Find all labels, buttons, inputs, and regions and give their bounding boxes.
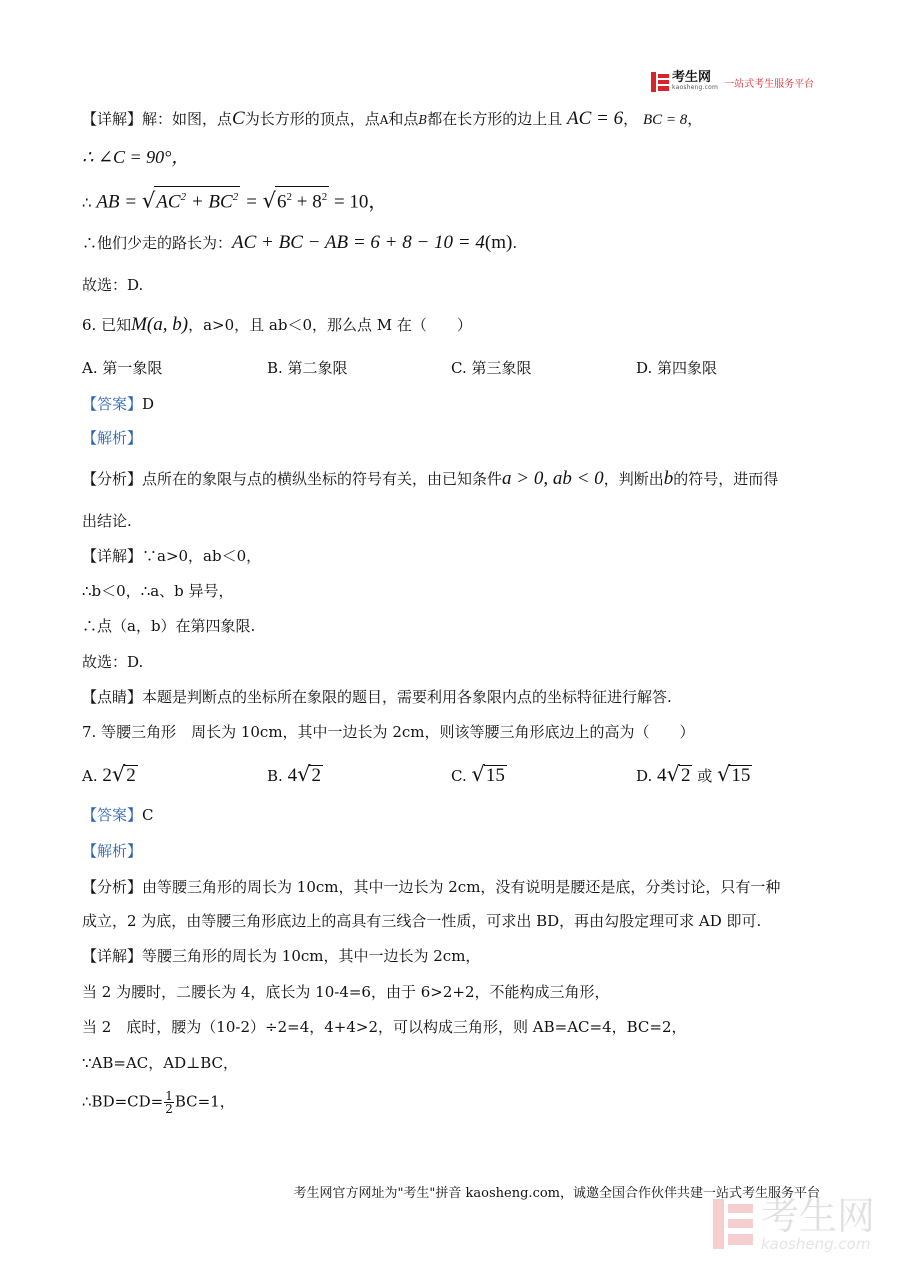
q7-detail-line1: 【详解】等腰三角形的周长为 10cm，其中一边长为 2cm， [82, 947, 481, 965]
q6-summary: 【点睛】本题是判断点的坐标所在象限的题目，需要利用各象限内点的坐标特征进行解答. [82, 688, 672, 706]
q5-angle-line: ∴ ∠C = 90°， [82, 147, 190, 167]
q7-analysis-line2: 成立，2 为底，由等腰三角形底边上的高具有三线合一性质，可求出 BD，再由勾股定理可求 AD 即可. [82, 912, 762, 930]
logo-slogan: 一站式考生服务平台 [724, 78, 815, 90]
q5-detail-line: 【详解】解：如图，点C为长方形的顶点，点A和点B都在长方形的边上且 AC = 6， BC = 8， [82, 108, 703, 129]
q6-stem: 6. 已知M(a, b)，a>0，且 ab＜0，那么点 M 在（ ） [82, 314, 472, 335]
kaosheng-watermark-icon [713, 1199, 753, 1249]
q7-analysis-tag: 【解析】 [82, 842, 143, 860]
q6-choose: 故选：D. [82, 653, 144, 671]
q6-analysis-line2: 出结论. [82, 512, 132, 530]
q6-option-c: C. 第三象限 [451, 359, 532, 377]
q7-analysis-line1: 【分析】由等腰三角形的周长为 10cm，其中一边长为 2cm，没有说明是腰还是底，分类讨论，只有一种 [82, 878, 781, 896]
q6-detail-line3: ∴点（a，b）在第四象限. [82, 617, 256, 635]
logo-name: 考生网 [672, 70, 712, 85]
q7-detail-line2: 当 2 为腰时，二腰长为 4，底长为 10-4=6，由于 6>2+2，不能构成三角形， [82, 983, 610, 1001]
watermark-domain: kaosheng.com [761, 1235, 871, 1253]
watermark-name: 考生网 [761, 1194, 876, 1238]
q7-option-a: A. 2√2 [82, 762, 136, 786]
footer-text: 考生网官方网址为"考生"拼音 kaosheng.com，诚邀全国合作伙伴共建一站式考生服务平台 [293, 1186, 820, 1201]
q5-choose: 故选：D. [82, 276, 144, 294]
logo-domain: kaosheng.com [672, 84, 719, 91]
kaosheng-logo-icon [651, 72, 669, 92]
q6-answer: 【答案】D [82, 395, 155, 413]
q6-option-b: B. 第二象限 [267, 359, 348, 377]
q6-option-a: A. 第一象限 [82, 359, 163, 377]
q7-stem: 7. 等腰三角形 周长为 10cm，其中一边长为 2cm，则该等腰三角形底边上的高为（ ） [82, 723, 695, 741]
fraction-one-half: $\frac{1}{2}$ [165, 1089, 173, 1116]
q5-less-line: ∴他们少走的路长为：AC + BC − AB = 6 + 8 − 10 = 4(m). [82, 232, 518, 253]
q5-ab-line: ∴ AB = $√AC^2 + BC^2 = √6^2 + 8^2 = 10$， [82, 186, 387, 213]
q6-detail-line2: ∴b＜0，∴a、b 异号， [82, 582, 234, 600]
q6-analysis-line1: 【分析】点所在的象限与点的横纵坐标的符号有关，由已知条件a > 0, ab < 0，判断出b的符号，进而得 [82, 468, 779, 489]
header-logo [651, 70, 814, 94]
watermark [713, 1196, 875, 1252]
q6-analysis-tag: 【解析】 [82, 429, 143, 447]
q7-detail-line5: ∴BD=CD= $\frac{1}{2}$ BC=1， [82, 1089, 235, 1116]
q7-option-d: D. 4√2 或 √15 [636, 762, 751, 786]
q7-answer: 【答案】C [82, 806, 154, 824]
q7-option-c: C. √15 [451, 762, 505, 786]
q7-detail-line3: 当 2 底时，腰为（10-2）÷2=4，4+4>2，可以构成三角形，则 AB=AC=4，BC=2， [82, 1018, 687, 1036]
q7-option-b: B. 4√2 [267, 762, 321, 786]
q7-detail-line4: ∵AB=AC，AD⊥BC， [82, 1054, 239, 1072]
q6-detail-line1: 【详解】∵a>0，ab＜0， [82, 547, 262, 565]
q6-option-d: D. 第四象限 [636, 359, 718, 377]
